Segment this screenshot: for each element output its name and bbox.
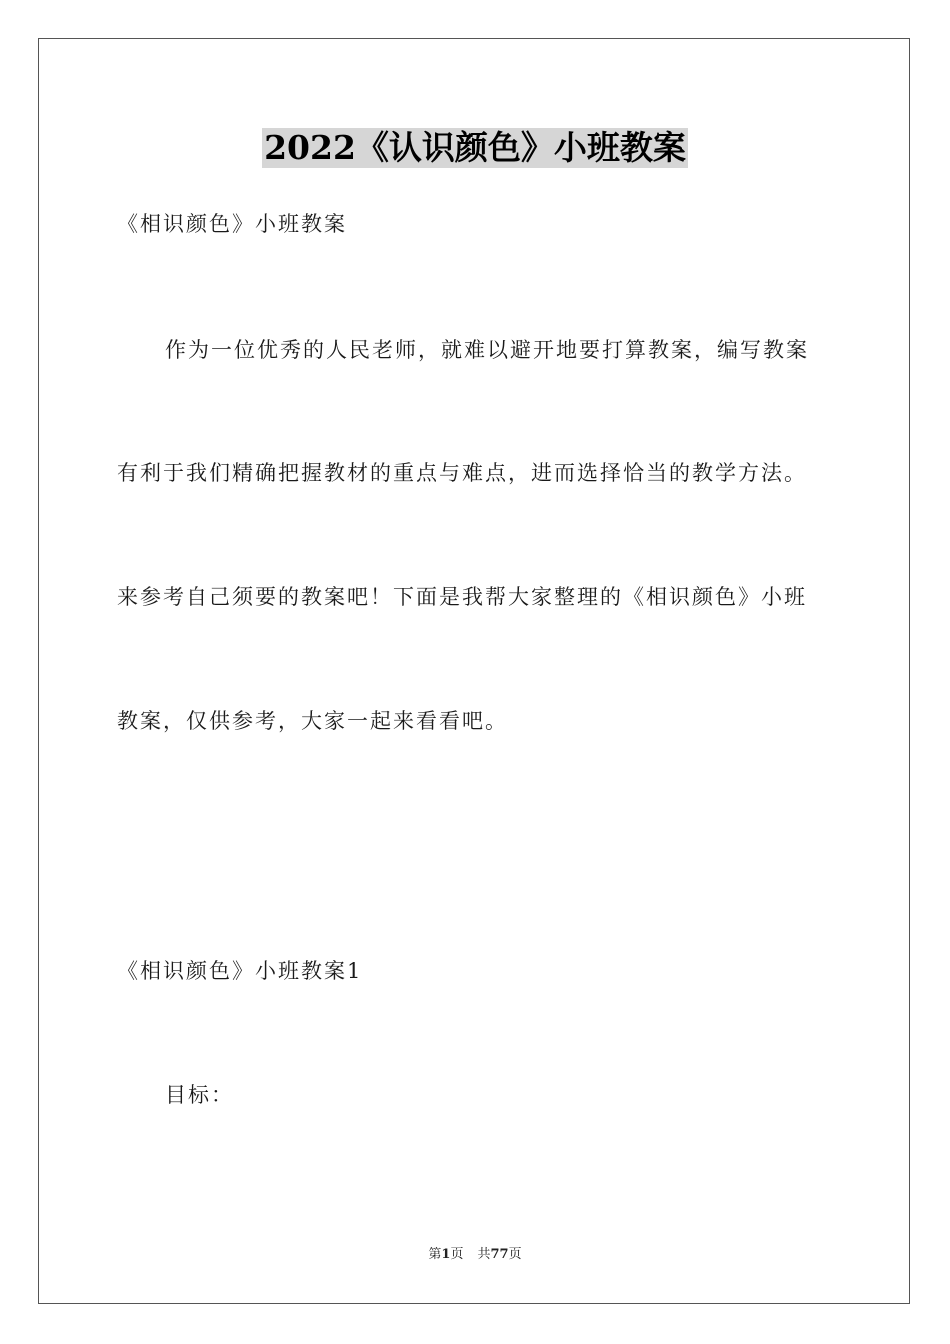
footer-total-suffix: 页 [508, 1247, 522, 1262]
paragraph-line-4: 教案，仅供参考，大家一起来看看吧。 [117, 709, 508, 733]
footer-total-prefix: 共 [477, 1247, 491, 1262]
footer-total-pages: 77 [490, 1247, 509, 1262]
footer-page-suffix: 页 [450, 1247, 464, 1262]
footer-page-prefix: 第 [428, 1247, 442, 1262]
paragraph-line-2: 有利于我们精确把握教材的重点与难点，进而选择恰当的教学方法。 [117, 461, 807, 485]
title-container [0, 128, 950, 168]
footer-page-number: 1 [441, 1247, 451, 1262]
document-subtitle: 《相识颜色》小班教案 [117, 212, 347, 236]
paragraph-line-1: 作为一位优秀的人民老师，就难以避开地要打算教案，编写教案 [165, 338, 809, 362]
section-heading: 《相识颜色》小班教案1 [117, 959, 363, 983]
paragraph-line-3: 来参考自己须要的教案吧！下面是我帮大家整理的《相识颜色》小班 [117, 585, 807, 609]
page-footer [0, 1246, 950, 1264]
goal-label: 目标： [165, 1083, 234, 1107]
document-title: 2022《认识颜色》小班教案 [264, 128, 686, 167]
